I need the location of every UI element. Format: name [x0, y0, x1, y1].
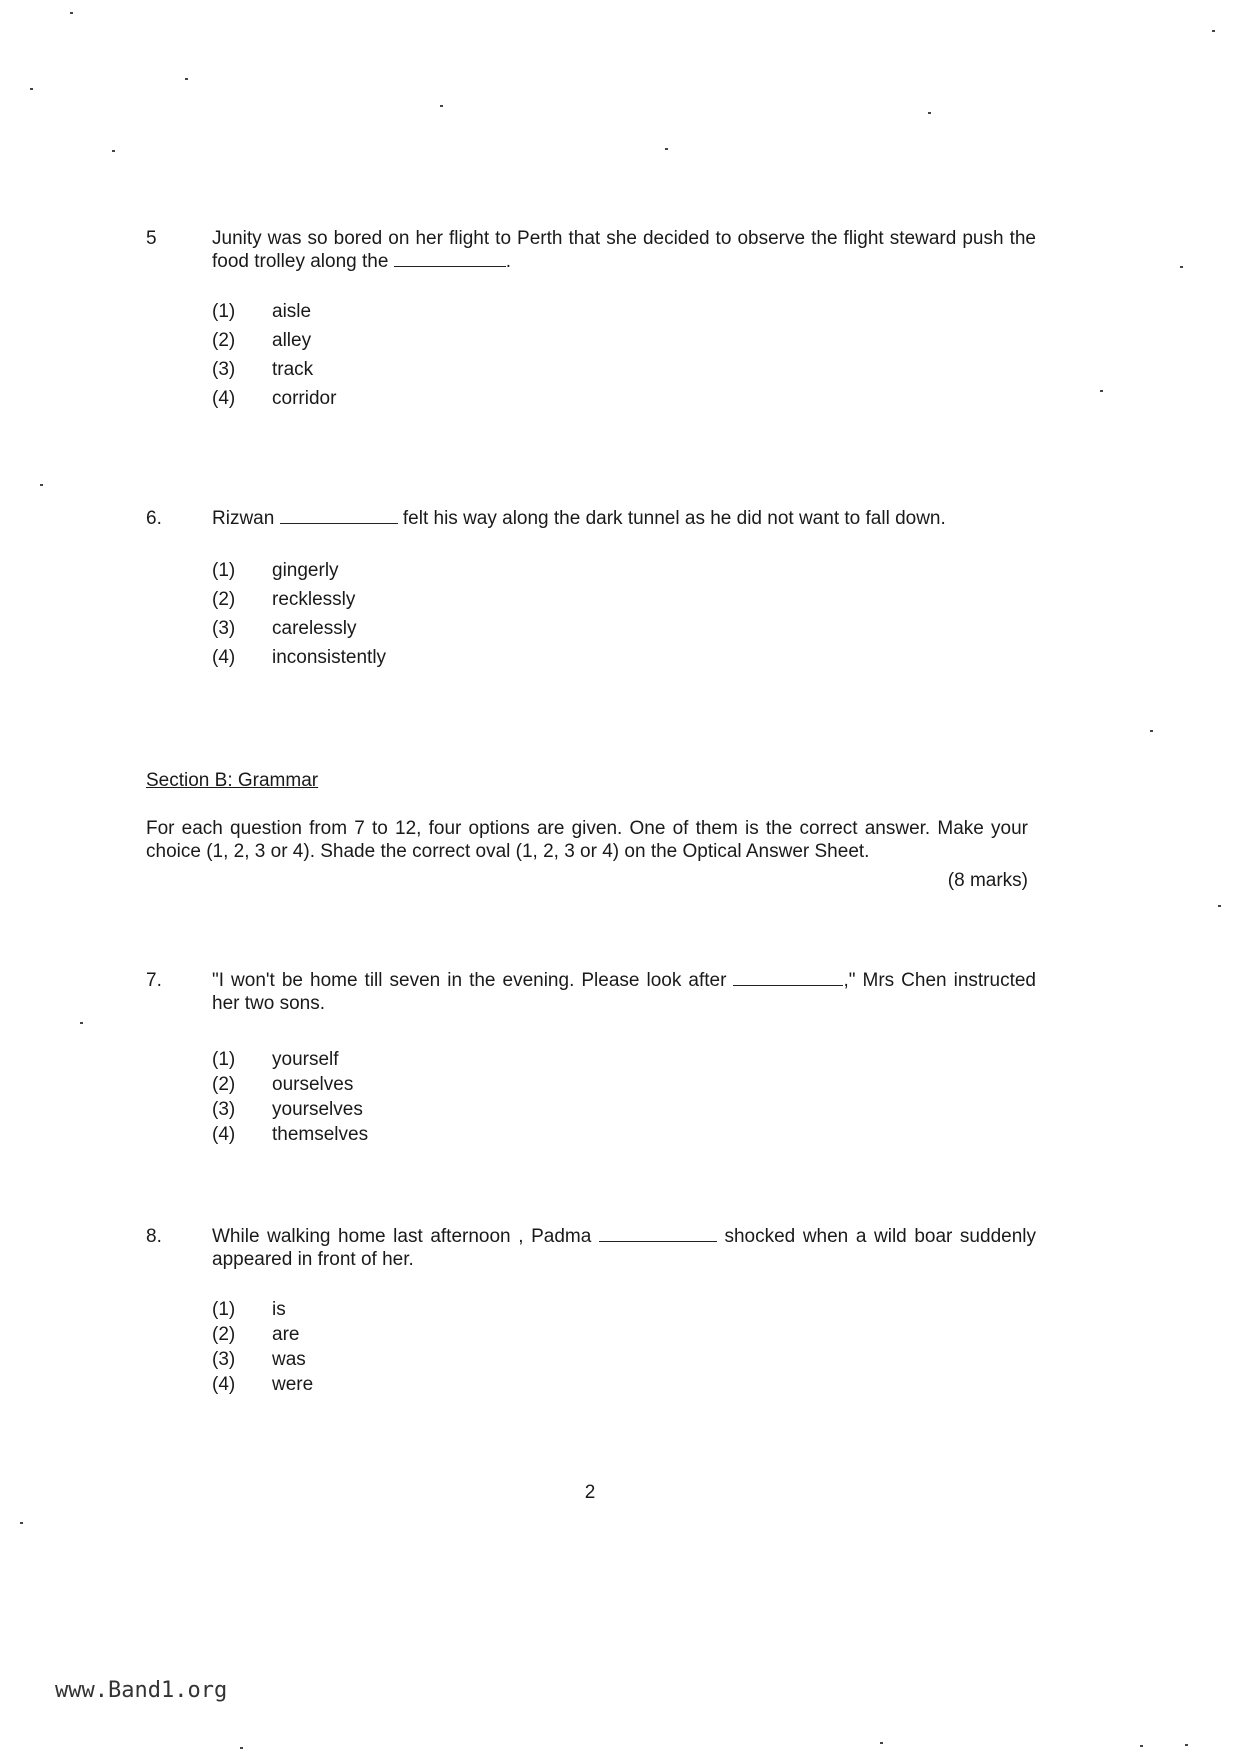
option: (3) yourselves	[212, 1099, 363, 1121]
answer-blank	[599, 1241, 717, 1242]
question-number: 7.	[146, 970, 162, 991]
scan-speck	[1212, 30, 1215, 32]
option: (1) aisle	[212, 301, 312, 323]
scan-speck	[40, 484, 43, 486]
scan-speck	[80, 1022, 83, 1024]
question-text: "I won't be home till seven in the evening. Please look after ," Mrs Chen instructed her two sons.	[212, 970, 1036, 1014]
question-text: While walking home last afternoon , Padma shocked when a wild boar suddenly appeared in front of her.	[212, 1226, 1036, 1270]
option: (1) is	[212, 1299, 286, 1321]
option: (4) themselves	[212, 1124, 369, 1146]
scan-speck	[240, 1747, 243, 1749]
question-number: 5	[146, 228, 157, 249]
scan-speck	[1180, 266, 1183, 268]
scan-speck	[185, 78, 188, 80]
options-list	[212, 557, 386, 673]
scan-speck	[112, 150, 115, 152]
scan-speck	[1140, 1745, 1143, 1747]
scan-speck	[880, 1742, 883, 1744]
scan-speck	[20, 1522, 23, 1524]
options-list	[212, 1048, 368, 1148]
question-number: 8.	[146, 1226, 162, 1247]
scan-speck	[1185, 1744, 1188, 1746]
option: (2) ourselves	[212, 1074, 354, 1096]
option: (4) were	[212, 1374, 314, 1396]
scan-speck	[70, 12, 73, 14]
scan-speck	[440, 105, 443, 107]
option: (1) gingerly	[212, 560, 339, 582]
section-marks: (8 marks)	[947, 870, 1028, 891]
question-text: Rizwan felt his way along the dark tunnel as he did not want to fall down.	[212, 508, 946, 529]
option: (3) track	[212, 359, 314, 381]
scan-speck	[1100, 390, 1103, 392]
page-number: 2	[584, 1482, 596, 1503]
options-list	[212, 298, 336, 414]
answer-blank	[394, 266, 506, 267]
scan-speck	[1150, 730, 1153, 732]
question-number: 6.	[146, 508, 162, 529]
answer-blank	[733, 985, 843, 986]
option: (4) corridor	[212, 388, 337, 410]
question-text: Junity was so bored on her flight to Perth that she decided to observe the flight steward push the food trolley along the .	[212, 228, 1036, 272]
scan-speck	[30, 88, 33, 90]
options-list	[212, 1298, 313, 1398]
option: (1) yourself	[212, 1049, 339, 1071]
scan-speck	[1218, 905, 1221, 907]
option: (2) alley	[212, 330, 312, 352]
footer-site-link[interactable]: www.Band1.org	[55, 1678, 228, 1703]
answer-blank	[280, 523, 398, 524]
option: (3) was	[212, 1349, 306, 1371]
option: (4) inconsistently	[212, 647, 387, 669]
option: (2) are	[212, 1324, 300, 1346]
section-title: Section B: Grammar	[146, 770, 319, 791]
section-instructions: For each question from 7 to 12, four options are given. One of them is the correct answer. Make your choice (1, 2, 3 or 4). Shade the correct oval (1, 2, 3 or 4) on the Optical Answer Sheet.	[146, 818, 1028, 862]
scan-speck	[928, 112, 931, 114]
scan-speck	[665, 148, 668, 150]
option: (3) carelessly	[212, 618, 357, 640]
option: (2) recklessly	[212, 589, 356, 611]
